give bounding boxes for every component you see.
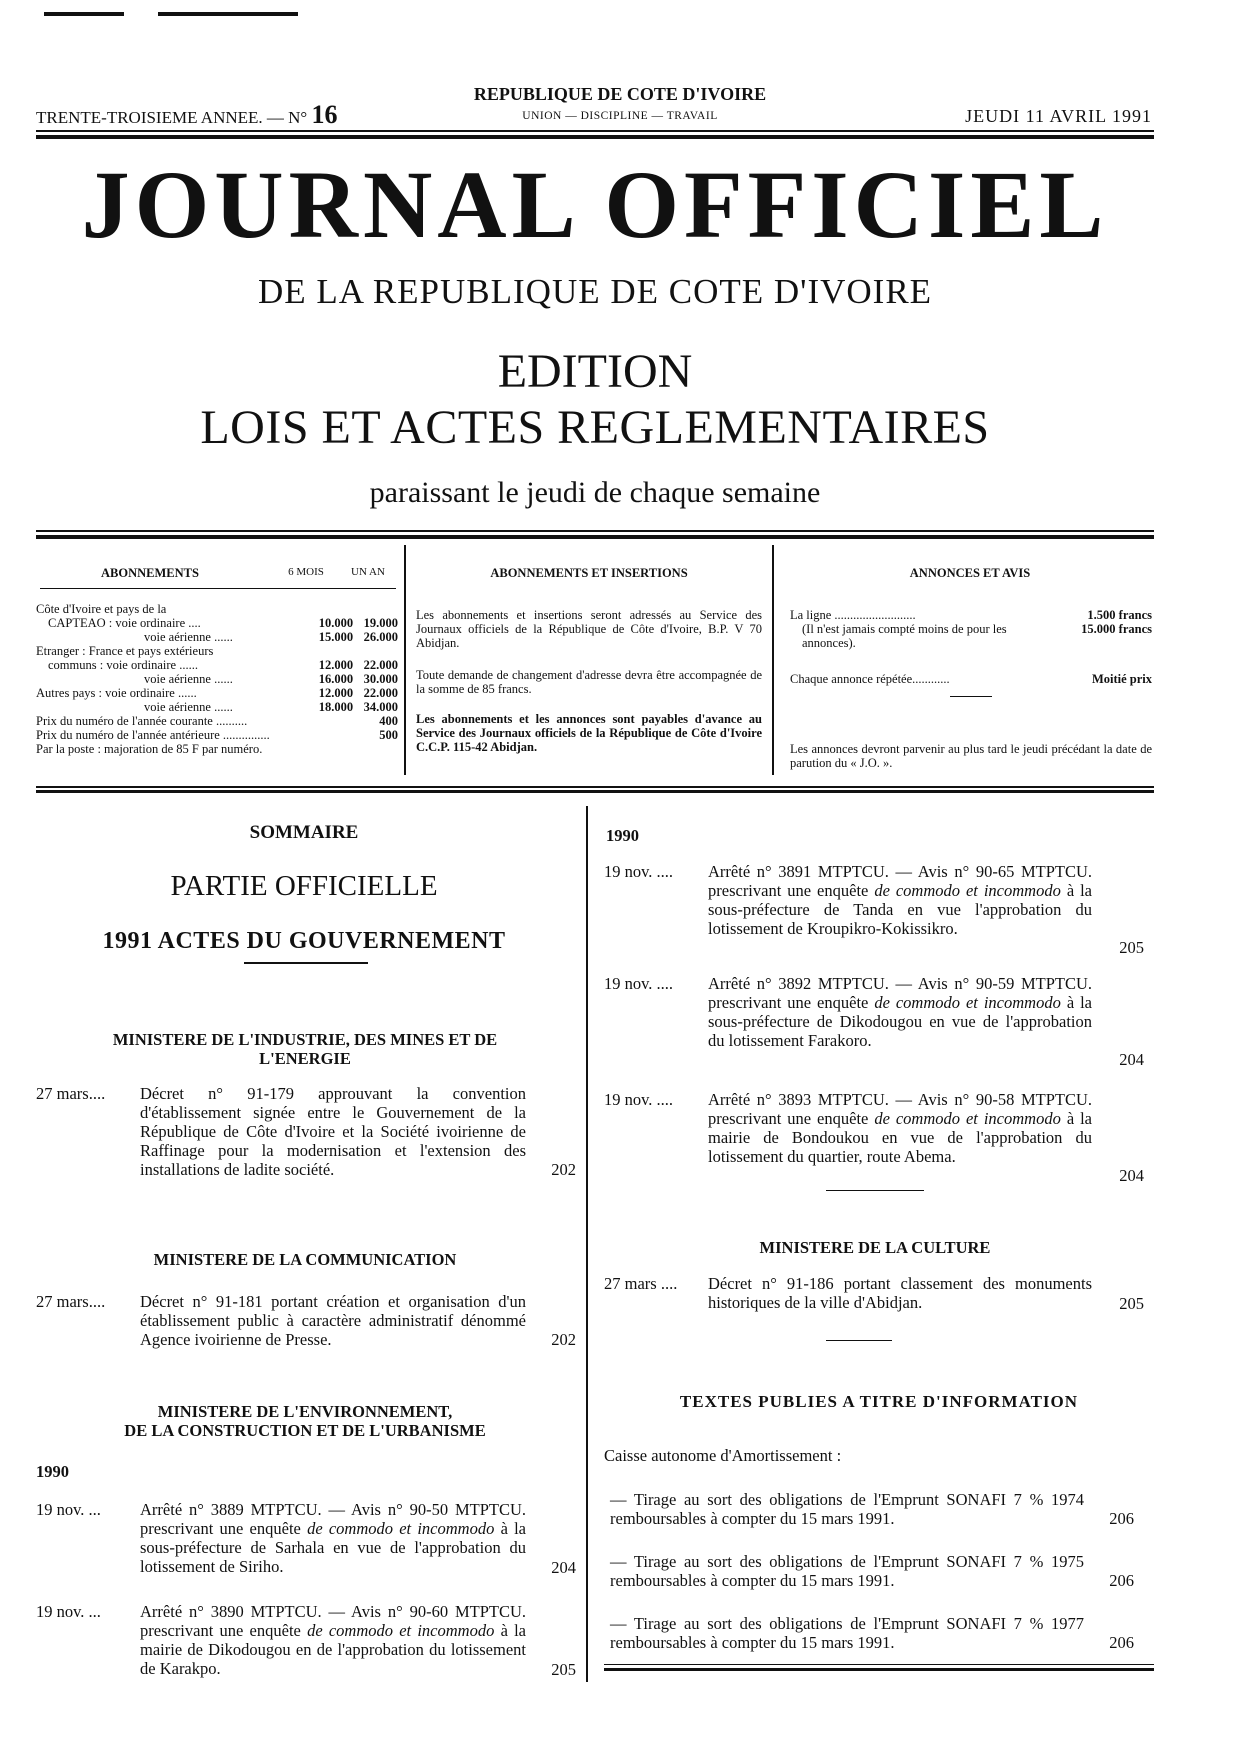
actes-underline bbox=[244, 962, 368, 964]
separator-rule-1 bbox=[826, 1190, 924, 1191]
subscription-6m bbox=[309, 644, 353, 658]
entry-arrete-3893 bbox=[604, 1090, 1154, 1190]
masthead-rule-thick bbox=[36, 135, 1154, 139]
entry-date: 27 mars.... bbox=[36, 1084, 106, 1103]
insertions-text-2: Toute demande de changement d'adresse devra être accompagnée de la somme de 85 francs. bbox=[416, 668, 762, 696]
republic-line: REPUBLIQUE DE COTE D'IVOIRE bbox=[473, 84, 767, 104]
year-1990-left: 1990 bbox=[36, 1462, 69, 1481]
entry-arrete-3891 bbox=[604, 862, 1154, 962]
entry-text: — Tirage au sort des obligations de l'Emprunt SONAFI 7 % 1974 remboursables à compter du 15 mars 1991. bbox=[610, 1490, 1084, 1528]
annonces-short-rule bbox=[950, 696, 992, 697]
subscription-label: voie aérienne ...... bbox=[144, 700, 233, 714]
entry-page: 202 bbox=[551, 1330, 576, 1349]
subscription-label: voie aérienne ...... bbox=[144, 630, 233, 644]
subscriptions-col-6m: 6 MOIS bbox=[288, 566, 324, 578]
entry-page: 206 bbox=[1109, 1633, 1134, 1652]
subscription-row bbox=[36, 686, 398, 700]
annonces-line-label: La ligne .......................... bbox=[790, 608, 916, 622]
subscription-1y bbox=[353, 742, 398, 756]
entry-page: 206 bbox=[1109, 1509, 1134, 1528]
subscriptions-col-1y: UN AN bbox=[351, 566, 385, 578]
entry-page: 205 bbox=[1119, 1294, 1144, 1313]
subscription-row bbox=[36, 630, 398, 644]
motto: UNION — DISCIPLINE — TRAVAIL bbox=[522, 110, 718, 122]
separator-rule-2 bbox=[826, 1340, 892, 1341]
entry-decret-91-181 bbox=[36, 1292, 576, 1352]
entry-decret-91-179 bbox=[36, 1084, 576, 1184]
entry-decret-91-186 bbox=[604, 1274, 1154, 1318]
journal-subtitle: DE LA REPUBLIQUE DE COTE D'IVOIRE bbox=[257, 272, 933, 311]
subscription-label: Prix du numéro de l'année courante .......... bbox=[36, 714, 248, 728]
bottom-rule-thick bbox=[604, 1668, 1154, 1671]
subscriptions-table bbox=[36, 602, 398, 756]
subscription-row bbox=[36, 644, 398, 658]
subscription-1y: 26.000 bbox=[363, 630, 398, 644]
subscription-label: Autres pays : voie ordinaire ...... bbox=[36, 686, 197, 700]
subscription-6m: 16.000 bbox=[318, 672, 354, 686]
journal-title: JOURNAL OFFICIEL bbox=[81, 151, 1109, 258]
entry-page: 202 bbox=[551, 1160, 576, 1179]
entry-date: 27 mars .... bbox=[604, 1274, 678, 1293]
subscription-label: Par la poste : majoration de 85 F par numéro. bbox=[36, 742, 263, 756]
subscription-6m bbox=[309, 742, 353, 756]
caisse-label: Caisse autonome d'Amortissement : bbox=[604, 1446, 842, 1465]
subscription-1y bbox=[353, 602, 398, 616]
entry-arrete-3889 bbox=[36, 1500, 576, 1580]
subscription-label: Côte d'Ivoire et pays de la bbox=[36, 602, 167, 616]
subscription-6m: 12.000 bbox=[318, 686, 354, 700]
subscription-row bbox=[36, 602, 398, 616]
subscription-1y: 30.000 bbox=[363, 672, 398, 686]
entry-arrete-3890 bbox=[36, 1602, 576, 1682]
annonces-deadline: Les annonces devront parvenir au plus tard le jeudi précédant la date de parution du « J.O. ». bbox=[790, 742, 1152, 770]
subscription-1y: 400 bbox=[379, 714, 398, 728]
info-box-divider-2 bbox=[772, 545, 774, 775]
subscription-6m: 18.000 bbox=[318, 700, 354, 714]
bottom-rule-thin bbox=[604, 1664, 1154, 1665]
annonces-line-min: 15.000 francs bbox=[1081, 622, 1152, 636]
subscription-label: voie aérienne ...... bbox=[144, 672, 233, 686]
entry-date: 19 nov. .... bbox=[604, 974, 674, 993]
edition-label: EDITION bbox=[497, 345, 693, 398]
year-1990-right: 1990 bbox=[606, 826, 639, 845]
info-box-top-rule-thick bbox=[36, 535, 1154, 539]
info-box-bottom-rule-thick bbox=[36, 790, 1154, 793]
top-scan-mark-right bbox=[158, 12, 298, 16]
partie-officielle: PARTIE OFFICIELLE bbox=[170, 870, 438, 902]
subscription-label: communs : voie ordinaire ...... bbox=[48, 658, 198, 672]
info-box-top-rule-thin bbox=[36, 530, 1154, 532]
annonces-line-note: (Il n'est jamais compté moins de pour les annonces). bbox=[802, 622, 1007, 650]
entry-text: Décret n° 91-186 portant classement des monuments historiques de la ville d'Abidjan. bbox=[708, 1274, 1092, 1312]
subscription-6m bbox=[309, 728, 353, 742]
subscription-6m bbox=[309, 602, 353, 616]
entry-page: 204 bbox=[1119, 1166, 1144, 1185]
ministry-communication-heading: MINISTERE DE LA COMMUNICATION bbox=[153, 1250, 457, 1269]
annonces-repeat-label: Chaque annonce répétée............ bbox=[790, 672, 950, 686]
issue-date: JEUDI 11 AVRIL 1991 bbox=[965, 106, 1152, 126]
insertions-text-1: Les abonnements et insertions seront adressés au Service des Journaux officiels de la République de Côte d'Ivoire, B.P. V 70 Abidjan. bbox=[416, 608, 762, 650]
entry-arrete-3892 bbox=[604, 974, 1154, 1074]
subscription-1y: 22.000 bbox=[363, 686, 398, 700]
tirage-1977 bbox=[604, 1614, 1154, 1658]
subscription-row bbox=[36, 700, 398, 714]
annonces-header: ANNONCES ET AVIS bbox=[909, 566, 1031, 580]
subscription-6m: 15.000 bbox=[318, 630, 354, 644]
entry-text: — Tirage au sort des obligations de l'Emprunt SONAFI 7 % 1977 remboursables à compter du 15 mars 1991. bbox=[610, 1614, 1084, 1652]
subscription-row bbox=[36, 714, 398, 728]
subscription-row bbox=[36, 616, 398, 630]
annonces-line-price: 1.500 francs bbox=[1087, 608, 1152, 622]
entry-page: 205 bbox=[551, 1660, 576, 1679]
edition-name: LOIS ET ACTES REGLEMENTAIRES bbox=[200, 401, 990, 454]
subscription-row bbox=[36, 728, 398, 742]
info-box-bottom-rule-thin bbox=[36, 786, 1154, 788]
subscription-row bbox=[36, 658, 398, 672]
issue-number: 16 bbox=[311, 100, 338, 129]
subscription-label: Prix du numéro de l'année antérieure ............... bbox=[36, 728, 270, 742]
subscription-1y: 500 bbox=[379, 728, 398, 742]
subscription-1y bbox=[353, 644, 398, 658]
subscription-1y: 19.000 bbox=[363, 616, 398, 630]
ministry-industrie-heading: MINISTERE DE L'INDUSTRIE, DES MINES ET DE L'ENERGIE bbox=[112, 1030, 498, 1068]
subscription-label: CAPTEAO : voie ordinaire .... bbox=[48, 616, 201, 630]
entry-text: Décret n° 91-181 portant création et organisation d'un établissement public à caractère administratif dénommé Agence ivoirienne de Presse. bbox=[140, 1292, 526, 1349]
entry-text: Arrêté n° 3890 MTPTCU. — Avis n° 90-60 MTPTCU. prescrivant une enquête de commodo et incommodo à la mairie de Dikodougou en de l'approbation du lotissement de Karakpo. bbox=[140, 1602, 527, 1678]
ministry-environnement-heading-1: MINISTERE DE L'ENVIRONNEMENT, bbox=[157, 1402, 453, 1421]
top-scan-mark-left bbox=[44, 12, 124, 16]
entry-page: 206 bbox=[1109, 1571, 1134, 1590]
entry-page: 204 bbox=[551, 1558, 576, 1577]
subscription-row bbox=[36, 672, 398, 686]
subscription-1y: 22.000 bbox=[363, 658, 398, 672]
actes-du-gouvernement: 1991 ACTES DU GOUVERNEMENT bbox=[102, 928, 506, 954]
subscription-6m: 10.000 bbox=[318, 616, 354, 630]
tirage-1974 bbox=[604, 1490, 1154, 1534]
masthead-rule-thin bbox=[36, 130, 1154, 132]
entry-text: Arrêté n° 3893 MTPTCU. — Avis n° 90-58 MTPTCU. prescrivant une enquête de commodo et incommodo à la mairie de Bondoukou en vue de l'approbation du lotissement du quartier, route Abema. bbox=[708, 1090, 1093, 1166]
issue-label: TRENTE-TROISIEME ANNEE. — N° bbox=[36, 108, 308, 127]
subscriptions-header: ABONNEMENTS bbox=[101, 566, 199, 580]
textes-publies-heading: TEXTES PUBLIES A TITRE D'INFORMATION bbox=[679, 1392, 1079, 1411]
entry-date: 19 nov. ... bbox=[36, 1602, 101, 1621]
entry-text: Arrêté n° 3892 MTPTCU. — Avis n° 90-59 MTPTCU. prescrivant une enquête de commodo et incommodo à la sous-préfecture de Dikodougou en vue de l'approbation du lotissement Farakoro. bbox=[708, 974, 1093, 1050]
entry-text: Arrêté n° 3891 MTPTCU. — Avis n° 90-65 MTPTCU. prescrivant une enquête de commodo et incommodo à la sous-préfecture de Tanda en vue l'approbation du lotissement de Kroupikro-Kokissikro. bbox=[708, 862, 1093, 938]
entry-date: 27 mars.... bbox=[36, 1292, 106, 1311]
subscription-row bbox=[36, 742, 398, 756]
column-divider bbox=[586, 806, 588, 1682]
tirage-1975 bbox=[604, 1552, 1154, 1596]
ministry-environnement-heading-2: DE LA CONSTRUCTION ET DE L'URBANISME bbox=[124, 1421, 486, 1440]
entry-text: Décret n° 91-179 approuvant la convention d'établissement signée entre le Gouvernement de la République de Côte d'Ivoire et la Société ivoirienne de Raffinage pour la modernisation et l'extension des installations de ladite société. bbox=[140, 1084, 526, 1179]
insertions-header: ABONNEMENTS ET INSERTIONS bbox=[490, 566, 688, 580]
subscriptions-header-rule bbox=[40, 588, 396, 589]
issue-line bbox=[36, 100, 337, 130]
subscription-label: Etranger : France et pays extérieurs bbox=[36, 644, 214, 658]
entry-date: 19 nov. .... bbox=[604, 1090, 674, 1109]
subscription-1y: 34.000 bbox=[363, 700, 398, 714]
entry-date: 19 nov. ... bbox=[36, 1500, 101, 1519]
subscription-6m bbox=[309, 714, 353, 728]
info-box-divider-1 bbox=[404, 545, 406, 775]
entry-date: 19 nov. .... bbox=[604, 862, 674, 881]
entry-page: 205 bbox=[1119, 938, 1144, 957]
insertions-text-3: Les abonnements et les annonces sont payables d'avance au Service des Journaux officiels de la République de Côte d'Ivoire C.C.P. 115-42 Abidjan. bbox=[416, 712, 762, 754]
entry-text: — Tirage au sort des obligations de l'Emprunt SONAFI 7 % 1975 remboursables à compter du 15 mars 1991. bbox=[610, 1552, 1084, 1590]
entry-text: Arrêté n° 3889 MTPTCU. — Avis n° 90-50 MTPTCU. prescrivant une enquête de commodo et incommodo à la sous-préfecture de Sarhala en vue de l'approbation du lotissement de Siriho. bbox=[140, 1500, 527, 1576]
subscription-6m: 12.000 bbox=[318, 658, 354, 672]
ministry-culture-heading: MINISTERE DE LA CULTURE bbox=[759, 1238, 991, 1257]
annonces-repeat-price: Moitié prix bbox=[1091, 672, 1152, 686]
entry-page: 204 bbox=[1119, 1050, 1144, 1069]
publication-frequency: paraissant le jeudi de chaque semaine bbox=[369, 476, 821, 509]
sommaire-title: SOMMAIRE bbox=[249, 822, 359, 843]
